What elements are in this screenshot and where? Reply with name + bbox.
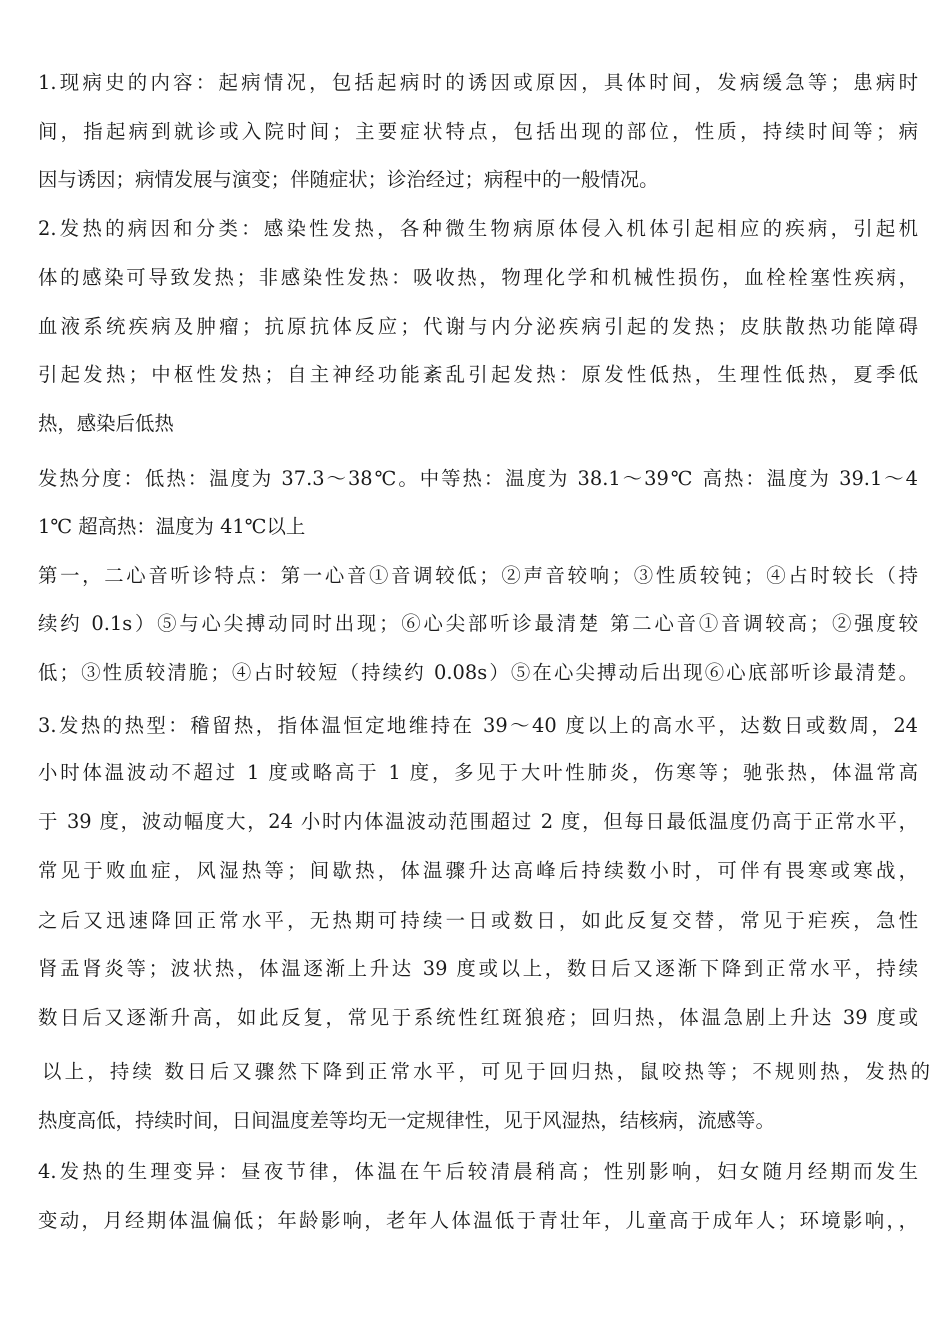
text-line: 以上，持续 数日后又骤然下降到正常水平，可见于回归热，鼠咬热等；不规则热，发热的 (42, 1060, 930, 1083)
text-line: 发热分度：低热：温度为 37.3～38℃。中等热：温度为 38.1～39℃ 高热：温度为 39.1～4 (38, 467, 918, 490)
text-line: 血液系统疾病及肿瘤；抗原抗体反应；代谢与内分泌疾病引起的发热；皮肤散热功能障碍 (38, 315, 918, 338)
text-line: 1℃ 超高热：温度为 41℃以上 (38, 515, 306, 538)
text-line: 3.发热的热型：稽留热，指体温恒定地维持在 39～40 度以上的高水平，达数日或数周，24 (38, 714, 918, 737)
text-line: 引起发热；中枢性发热；自主神经功能紊乱引起发热：原发性低热，生理性低热，夏季低 (38, 363, 918, 386)
text-line: 2.发热的病因和分类：感染性发热，各种微生物病原体侵入机体引起相应的疾病，引起机 (38, 217, 918, 240)
text-line: 肾盂肾炎等；波状热，体温逐渐上升达 39 度或以上，数日后又逐渐下降到正常水平，持续 (38, 957, 918, 980)
text-line: 因与诱因；病情发展与演变；伴随症状；诊治经过；病程中的一般情况。 (38, 168, 659, 191)
text-line: 热度高低，持续时间，日间温度差等均无一定规律性，见于风湿热，结核病，流感等。 (38, 1109, 775, 1132)
text-line: 数日后又逐渐升高，如此反复，常见于系统性红斑狼疮；回归热，体温急剧上升达 39 度或 (38, 1006, 918, 1029)
text-line: 第一，二心音听诊特点：第一心音①音调较低；②声音较响；③性质较钝；④占时较长（持 (38, 564, 918, 587)
text-line: 续约 0.1s）⑤与心尖搏动同时出现；⑥心尖部听诊最清楚 第二心音①音调较高；②强度较 (38, 612, 918, 635)
text-line: 4.发热的生理变异：昼夜节律，体温在午后较清晨稍高；性别影响，妇女随月经期而发生 (38, 1160, 918, 1183)
text-line: 小时体温波动不超过 1 度或略高于 1 度，多见于大叶性肺炎，伤寒等；驰张热，体温常高 (38, 761, 918, 784)
text-line: 1.现病史的内容：起病情况，包括起病时的诱因或原因，具体时间，发病缓急等；患病时 (38, 71, 918, 94)
text-line: 体的感染可导致发热；非感染性发热：吸收热，物理化学和机械性损伤，血栓栓塞性疾病， (38, 266, 918, 289)
text-line: 常见于败血症，风湿热等；间歇热，体温骤升达高峰后持续数小时，可伴有畏寒或寒战， (38, 859, 918, 882)
text-line: 于 39 度，波动幅度大，24 小时内体温波动范围超过 2 度，但每日最低温度仍高于正常水平， (38, 810, 918, 833)
text-line: 变动，月经期体温偏低；年龄影响，老年人体温低于青壮年，儿童高于成年人；环境影响，， (38, 1209, 918, 1232)
text-line: 低；③性质较清脆；④占时较短（持续约 0.08s）⑤在心尖搏动后出现⑥心底部听诊最清楚。 (38, 661, 918, 684)
text-line: 之后又迅速降回正常水平，无热期可持续一日或数日，如此反复交替，常见于疟疾，急性 (38, 909, 918, 932)
text-line: 间，指起病到就诊或入院时间；主要症状特点，包括出现的部位，性质，持续时间等；病 (38, 120, 918, 143)
text-line: 热，感染后低热 (38, 412, 174, 435)
